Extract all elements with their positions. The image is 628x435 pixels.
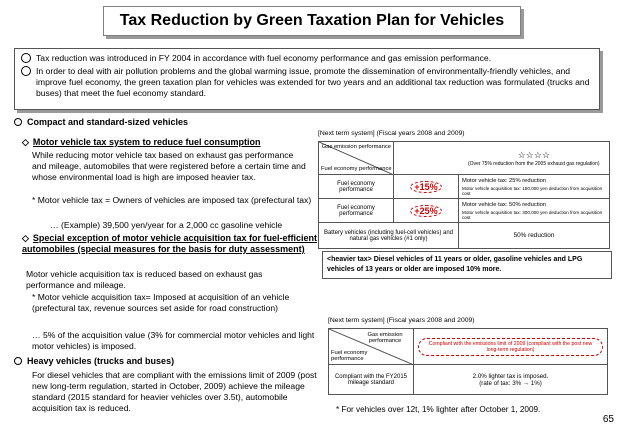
intro-box	[14, 48, 600, 110]
emissions-compliance-badge: Compliant with the emissions limit of 2009 (compliant with the post new long-term regulation)	[418, 338, 603, 356]
row3-label: Battery vehicles (including fuel-cell vehicles) and natural gas vehicles (#1 only)	[319, 223, 459, 249]
circle-bullet-icon	[21, 53, 31, 63]
row1-values: Motor vehicle tax: 25% reduction Motor vehicle acquisition tax: 150,000 yen deduction from acquisition cost	[459, 175, 610, 199]
table2-row-value: 2.0% lighter tax is imposed. (rate of tax: 3% → 1%)	[414, 365, 608, 395]
sub2-note: * Motor vehicle acquisition tax= Imposed at acquisition of an vehicle (prefectural tax, revenue sources set aside for road construction)	[32, 292, 290, 313]
circle-bullet-icon	[14, 118, 22, 126]
section2-body: For diesel vehicles that are compliant with the emissions limit of 2009 (post new long-term regulation, started in October, 2009) achieve the mileage standard (2015 standard for heavier vehicles over 3.5t), automobile acquisition tax is reduced.	[32, 370, 317, 413]
table2-hdr-gas: Gas emission performance	[367, 332, 403, 344]
sub1-body: While reducing motor vehicle tax based on exhaust gas performance and mileage, automobiles that were registered before a certain time and whose environmental load is high are imposed heavier tax.	[32, 150, 306, 182]
sub2-example: … 5% of the acquisition value (3% for commercial motor vehicles and light motor vehicles) is imposed.	[32, 330, 315, 351]
table1	[318, 141, 610, 249]
diamond-bullet-icon: ◇	[22, 233, 29, 243]
intro-item	[21, 53, 593, 64]
table1-hdr-gas: Gas emission performance	[321, 144, 391, 150]
row2-values: Motor vehicle tax: 50% reduction Motor vehicle acquisition tax: 300,000 yen deduction from acquisition cost	[459, 199, 610, 223]
table2-hdr-fuel: Fuel economy performance	[331, 350, 368, 362]
row3-value: 50% reduction	[459, 223, 610, 249]
diamond-bullet-icon: ◇	[22, 137, 29, 147]
heavier-tax-box	[322, 251, 612, 279]
table2-row-label: Compliant with the FY2015 mileage standard	[329, 365, 414, 395]
table1-caption: [Next term system] (Fiscal years 2008 and 2009)	[318, 130, 465, 137]
row1-pct-cell	[394, 175, 459, 199]
heavier-tax-label: <heavier tax>	[327, 256, 372, 263]
intro-item	[21, 66, 593, 99]
footnote: * For vehicles over 12t, 1% lighter after October 1, 2009.	[336, 405, 541, 414]
sub1-example: … (Example) 39,500 yen/year for a 2,000 cc gasoline vehicle	[50, 220, 283, 230]
star-rating: ☆☆☆☆	[517, 149, 550, 160]
heavier-tax-text: Diesel vehicles of 11 years or older, gasoline vehicles and LPG vehicles of 13 years or older are imposed 10% more.	[327, 256, 583, 273]
table2-header-cell	[329, 329, 414, 365]
stars-cell	[459, 142, 610, 175]
table1-header-cell	[319, 142, 394, 175]
pct-badge: +25%	[410, 205, 441, 217]
page-title: Tax Reduction by Green Taxation Plan for Vehicles	[119, 12, 505, 29]
sub2-body: Motor vehicle acquisition tax is reduced based on exhaust gas performance and mileage.	[26, 269, 263, 290]
section-heading-compact: Compact and standard-sized vehicles	[14, 117, 188, 127]
row2-pct-cell	[394, 199, 459, 223]
title-box	[103, 6, 521, 36]
table1-hdr-fuel: Fuel economy performance	[321, 166, 392, 172]
circle-bullet-icon	[21, 66, 31, 76]
circle-bullet-icon	[14, 357, 22, 365]
page-number: 65	[602, 414, 614, 425]
row1-label: Fuel economy performance	[319, 175, 394, 199]
sub1-note: * Motor vehicle tax = Owners of vehicles are imposed tax (prefectural tax)	[32, 195, 312, 205]
subheading-acquisition-tax: ◇ Special exception of motor vehicle acquisition tax for fuel-efficient automobiles (special measures for the basis for duty assessment)	[22, 233, 317, 254]
table2-emissions-cell	[414, 329, 608, 365]
table2	[328, 328, 608, 395]
pct-badge: +15%	[410, 181, 441, 193]
section-heading-heavy: Heavy vehicles (trucks and buses)	[14, 356, 174, 366]
intro-text: Tax reduction was introduced in FY 2004 in accordance with fuel economy performance and gas emission performance.	[36, 53, 492, 63]
table2-caption: [Next term system] (Fiscal years 2008 and 2009)	[328, 317, 475, 324]
row2-label: Fuel economy performance	[319, 199, 394, 223]
subheading-motor-vehicle-tax: ◇ Motor vehicle tax system to reduce fuel consumption	[22, 137, 261, 147]
intro-text: In order to deal with air pollution problems and the global warming issue, promote the dissemination of environmentally-friendly vehicles, and improve fuel economy, the green taxation plan for vehicles was extended for two years and an additional tax reduction was formulated (trucks and buses) that meet the fuel economy standard.	[36, 66, 590, 98]
stars-desc: (Over 75% reduction from the 2005 exhaust gas regulation)	[468, 160, 600, 167]
